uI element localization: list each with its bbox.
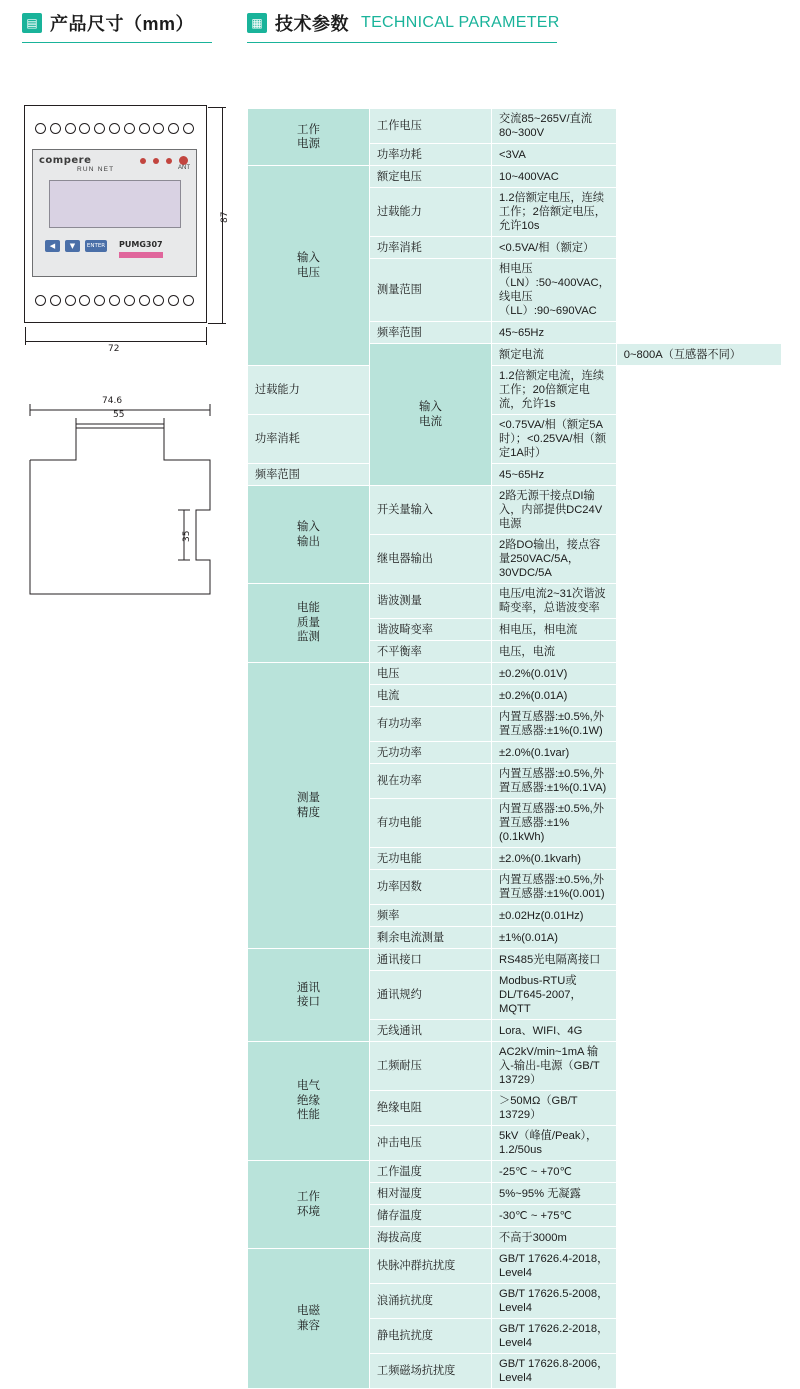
terminal-hole — [168, 123, 179, 134]
terminal-strip-top — [32, 117, 197, 139]
spec-value-cell: AC2kV/min~1mA 输入-输出-电源（GB/T 13729） — [492, 1042, 617, 1091]
spec-value-cell: 10~400VAC — [492, 166, 617, 188]
terminal-hole — [79, 123, 90, 134]
spec-item-cell: 工频磁场抗扰度 — [370, 1354, 492, 1389]
terminal-hole — [50, 123, 61, 134]
terminal-hole — [183, 123, 194, 134]
spec-value-cell: Lora、WIFI、4G — [492, 1020, 617, 1042]
spec-value-cell: 内置互感器:±0.5%,外置互感器:±1%(0.1W) — [492, 707, 617, 742]
spec-value-cell: -30℃ ~ +75℃ — [492, 1205, 617, 1227]
table-row — [248, 464, 782, 486]
accent-stripe — [119, 252, 163, 258]
enter-button[interactable]: ENTER — [85, 240, 107, 252]
spec-item-cell: 过载能力 — [248, 366, 370, 415]
spec-item-cell: 无线通讯 — [370, 1020, 492, 1042]
spec-value-cell: ±2.0%(0.1kvarh) — [492, 848, 617, 870]
dimensions-underline — [22, 42, 212, 43]
spec-value-cell: GB/T 17626.5-2008，Level4 — [492, 1284, 617, 1319]
spec-item-cell: 快脉冲群抗扰度 — [370, 1249, 492, 1284]
spec-item-cell: 浪涌抗扰度 — [370, 1284, 492, 1319]
led-indicator — [153, 158, 159, 164]
spec-item-cell: 开关量输入 — [370, 486, 492, 535]
dimensions-title-cn: 产品尺寸（mm） — [50, 14, 195, 34]
terminal-hole — [109, 295, 120, 306]
spec-item-cell: 通讯接口 — [370, 949, 492, 971]
grid-icon: ▦ — [247, 13, 267, 33]
spec-item-cell: 工频耐压 — [370, 1042, 492, 1091]
spec-item-cell: 无功功率 — [370, 742, 492, 764]
status-leds — [140, 156, 188, 165]
width-tick-right — [206, 327, 207, 345]
terminal-hole — [153, 295, 164, 306]
table-row — [248, 584, 782, 619]
side-profile-svg — [24, 400, 224, 640]
spec-item-cell: 不平衡率 — [370, 641, 492, 663]
spec-item-cell: 功率消耗 — [248, 415, 370, 464]
spec-value-cell: 电压/电流2~31次谐波畸变率，总谐波变率 — [492, 584, 617, 619]
spec-item-cell: 相对湿度 — [370, 1183, 492, 1205]
spec-value-cell: ±0.2%(0.01V) — [492, 663, 617, 685]
spec-group-cell: 电气 绝缘 性能 — [248, 1042, 370, 1161]
side-view-drawing — [24, 396, 224, 640]
spec-group-cell: 电磁 兼容 — [248, 1249, 370, 1389]
spec-item-cell: 电压 — [370, 663, 492, 685]
table-row — [248, 166, 782, 188]
technical-title-en: TECHNICAL PARAMETER — [361, 14, 560, 31]
spec-group-cell: 输入 电压 — [248, 166, 370, 366]
terminal-hole — [35, 123, 46, 134]
terminal-hole — [65, 295, 76, 306]
spec-value-cell: 1.2倍额定电压，连续工作；2倍额定电压，允许10s — [492, 188, 617, 237]
spec-item-cell: 过载能力 — [370, 188, 492, 237]
spec-value-cell: 内置互感器:±0.5%,外置互感器:±1%(0.1VA) — [492, 764, 617, 799]
spec-item-cell: 工作温度 — [370, 1161, 492, 1183]
ruler-icon: ▤ — [22, 13, 42, 33]
technical-title-cn: 技术参数 — [275, 14, 349, 34]
spec-group-cell: 工作 电源 — [248, 109, 370, 166]
front-view-drawing — [24, 105, 230, 354]
spec-value-cell: GB/T 17626.2-2018，Level4 — [492, 1319, 617, 1354]
spec-item-cell: 有功电能 — [370, 799, 492, 848]
spec-item-cell: 额定电流 — [492, 344, 617, 366]
terminal-hole — [65, 123, 76, 134]
terminal-hole — [139, 295, 150, 306]
width-tick-left — [25, 327, 26, 345]
height-tick-top — [208, 107, 226, 108]
spec-item-cell: 谐波畸变率 — [370, 619, 492, 641]
spec-value-cell: ±1%(0.01A) — [492, 927, 617, 949]
terminal-hole — [94, 295, 105, 306]
spec-item-cell: 视在功率 — [370, 764, 492, 799]
left-button[interactable]: ◀ — [45, 240, 60, 252]
spec-group-cell: 电能 质量 监测 — [248, 584, 370, 663]
spec-value-cell: 45~65Hz — [492, 464, 617, 486]
spec-value-cell: <0.5VA/相（额定） — [492, 237, 617, 259]
spec-item-cell: 静电抗扰度 — [370, 1319, 492, 1354]
spec-item-cell: 剩余电流测量 — [370, 927, 492, 949]
spec-item-cell: 工作电压 — [370, 109, 492, 144]
table-row — [248, 1042, 782, 1091]
table-row — [248, 663, 782, 685]
spec-value-cell: ＞50MΩ（GB/T 13729） — [492, 1091, 617, 1126]
spec-value-cell: 相电压，相电流 — [492, 619, 617, 641]
spec-group-cell: 输入 输出 — [248, 486, 370, 584]
spec-value-cell: <3VA — [492, 144, 617, 166]
technical-underline — [247, 42, 557, 43]
terminal-hole — [79, 295, 90, 306]
width-dimension-line — [25, 341, 207, 342]
spec-group-cell: 测量 精度 — [248, 663, 370, 949]
terminal-hole — [124, 123, 135, 134]
terminal-hole — [94, 123, 105, 134]
spec-value-cell: GB/T 17626.4-2018，Level4 — [492, 1249, 617, 1284]
table-row — [248, 949, 782, 971]
spec-value-cell: 0~800A（互感器不同） — [616, 344, 781, 366]
spec-value-cell: 45~65Hz — [492, 322, 617, 344]
spec-item-cell: 通讯规约 — [370, 971, 492, 1020]
spec-item-cell: 频率 — [370, 905, 492, 927]
led-indicator — [166, 158, 172, 164]
spec-value-cell: 2路DO输出，接点容量250VAC/5A，30VDC/5A — [492, 535, 617, 584]
device-faceplate — [32, 149, 197, 277]
table-row — [248, 486, 782, 535]
spec-item-cell: 功率因数 — [370, 870, 492, 905]
spec-item-cell: 频率范围 — [248, 464, 370, 486]
spec-value-cell: ±0.02Hz(0.01Hz) — [492, 905, 617, 927]
spec-value-cell: 相电压（LN）:50~400VAC，线电压（LL）:90~690VAC — [492, 259, 617, 322]
spec-value-cell: Modbus-RTU或DL/T645-2007，MQTT — [492, 971, 617, 1020]
height-tick-bottom — [208, 323, 226, 324]
table-row — [248, 1161, 782, 1183]
down-button[interactable]: ▼ — [65, 240, 80, 252]
lcd-display — [49, 180, 181, 228]
antenna-led — [179, 156, 188, 165]
spec-value-cell: 5kV（峰值/Peak），1.2/50us — [492, 1126, 617, 1161]
table-row — [248, 109, 782, 144]
spec-item-cell: 冲击电压 — [370, 1126, 492, 1161]
spec-item-cell: 有功功率 — [370, 707, 492, 742]
section-header-dimensions — [22, 10, 194, 36]
led-labels: RUN NET — [77, 166, 115, 173]
spec-item-cell: 功率功耗 — [370, 144, 492, 166]
table-row — [248, 366, 782, 415]
height-dimension-label: 87 — [220, 211, 230, 223]
spec-value-cell: -25℃ ~ +70℃ — [492, 1161, 617, 1183]
antenna-label: ANT — [178, 165, 190, 171]
spec-value-cell: GB/T 17626.8-2006，Level4 — [492, 1354, 617, 1389]
terminal-hole — [153, 123, 164, 134]
terminal-hole — [139, 123, 150, 134]
spec-value-cell: ±0.2%(0.01A) — [492, 685, 617, 707]
spec-group-cell: 通讯 接口 — [248, 949, 370, 1042]
spec-value-cell: 1.2倍额定电流，连续工作；20倍额定电流，允许1s — [492, 366, 617, 415]
keypad — [45, 240, 107, 252]
terminal-hole — [109, 123, 120, 134]
side-inner-dimension-label: 55 — [113, 410, 125, 420]
technical-parameter-table — [247, 108, 782, 1389]
terminal-hole — [168, 295, 179, 306]
spec-value-cell: ±2.0%(0.1var) — [492, 742, 617, 764]
terminal-strip-bottom — [32, 289, 197, 311]
spec-value-cell: 交流85~265V/直流80~300V — [492, 109, 617, 144]
spec-value-cell: 不高于3000m — [492, 1227, 617, 1249]
spec-item-cell: 绝缘电阻 — [370, 1091, 492, 1126]
terminal-hole — [50, 295, 61, 306]
terminal-hole — [35, 295, 46, 306]
led-indicator — [140, 158, 146, 164]
table-row — [248, 415, 782, 464]
side-top-dimension-label: 74.6 — [102, 396, 123, 406]
terminal-hole — [124, 295, 135, 306]
spec-value-cell: 5%~95% 无凝露 — [492, 1183, 617, 1205]
table-row — [248, 1249, 782, 1284]
spec-value-cell: 内置互感器:±0.5%,外置互感器:±1%(0.1kWh) — [492, 799, 617, 848]
brand-label: compere — [39, 155, 92, 166]
spec-item-cell: 功率消耗 — [370, 237, 492, 259]
spec-value-cell: 内置互感器:±0.5%,外置互感器:±1%(0.001) — [492, 870, 617, 905]
spec-group-cell: 输入 电流 — [370, 344, 492, 486]
model-label: PUMG307 — [119, 240, 163, 249]
width-dimension-label: 72 — [108, 344, 120, 354]
spec-value-cell: 2路无源干接点DI输入，内部提供DC24V电源 — [492, 486, 617, 535]
section-headers — [0, 10, 800, 44]
spec-value-cell: RS485光电隔离接口 — [492, 949, 617, 971]
spec-value-cell: 电压，电流 — [492, 641, 617, 663]
spec-item-cell: 额定电压 — [370, 166, 492, 188]
spec-item-cell: 继电器输出 — [370, 535, 492, 584]
section-header-technical — [247, 10, 560, 36]
spec-group-cell: 工作 环境 — [248, 1161, 370, 1249]
side-depth-dimension-label: 35 — [182, 530, 192, 542]
terminal-hole — [183, 295, 194, 306]
spec-value-cell: <0.75VA/相（额定5A时）；<0.25VA/相（额定1A时） — [492, 415, 617, 464]
spec-item-cell: 频率范围 — [370, 322, 492, 344]
spec-item-cell: 测量范围 — [370, 259, 492, 322]
spec-item-cell: 谐波测量 — [370, 584, 492, 619]
spec-item-cell: 无功电能 — [370, 848, 492, 870]
spec-item-cell: 储存温度 — [370, 1205, 492, 1227]
spec-item-cell: 电流 — [370, 685, 492, 707]
spec-item-cell: 海拔高度 — [370, 1227, 492, 1249]
